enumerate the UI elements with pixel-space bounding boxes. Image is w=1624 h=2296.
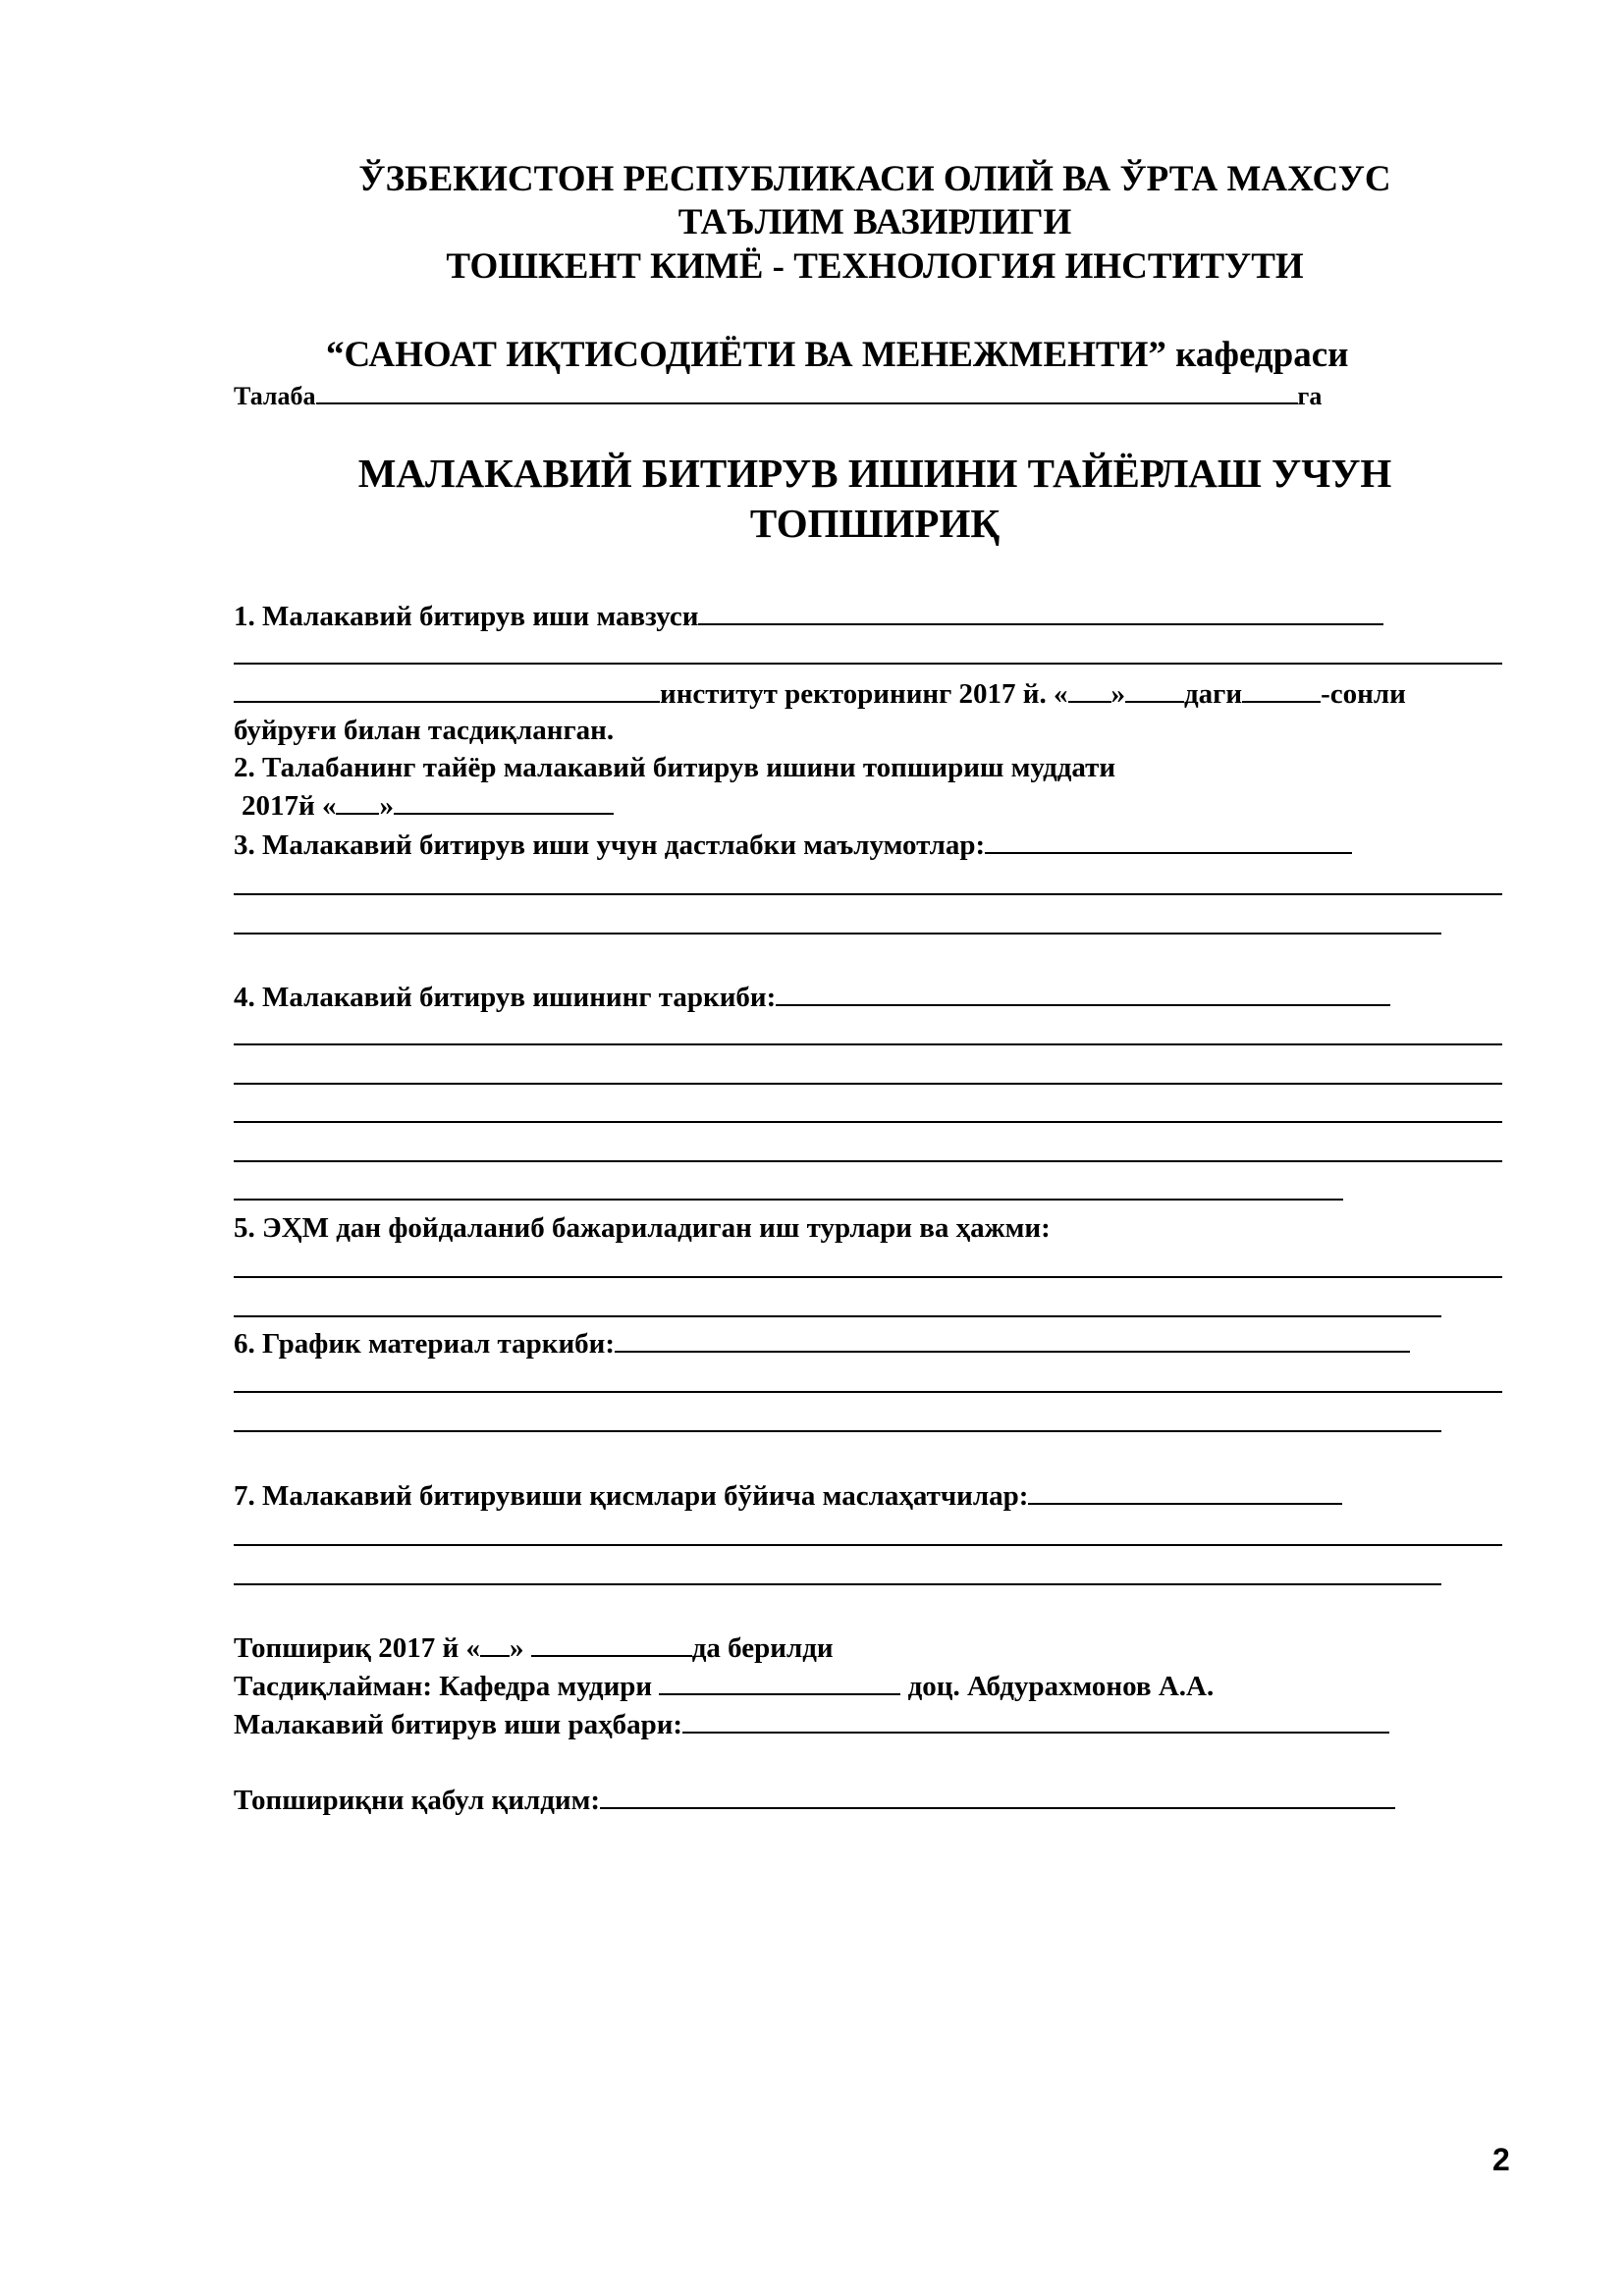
item1-order-day[interactable] [1068, 675, 1111, 703]
item4-field[interactable] [776, 979, 1390, 1006]
item6-field[interactable] [615, 1325, 1410, 1353]
item7-line3[interactable] [234, 1583, 1441, 1585]
item3-line3[interactable] [234, 933, 1441, 934]
item3-label: 3. Малакавий битирув иши учун дастлабки маълумотлар: [234, 829, 986, 861]
supervisor-label: Малакавий битирув иши раҳбари: [234, 1709, 683, 1740]
item3-line2[interactable] [234, 893, 1502, 895]
item6-line2[interactable] [234, 1391, 1502, 1393]
supervisor-row [234, 1706, 1389, 1742]
student-prefix: Талаба [234, 382, 316, 410]
item1-order-dagi: даги [1184, 678, 1243, 710]
item4-label: 4. Малакавий битирув ишининг таркиби: [234, 982, 777, 1013]
student-row [234, 377, 1322, 414]
item4-line2[interactable] [234, 1043, 1502, 1045]
document-title-line2: ТОПШИРИҚ [749, 501, 1001, 546]
item1-order-text: институт ректорининг 2017 й. « [660, 678, 1068, 710]
item1-row [234, 598, 1383, 634]
item7-label: 7. Малакавий битирувиши қисмлари бўйича маслаҳатчилар: [234, 1480, 1029, 1512]
item1-order-number[interactable] [1242, 675, 1321, 703]
student-name-field[interactable] [316, 377, 1298, 404]
department-name: “САНОАТ ИҚТИСОДИЁТИ ВА МЕНЕЖМЕНТИ” кафедраси [326, 335, 1349, 375]
item4-row [234, 979, 1390, 1015]
item1-topic-field[interactable] [698, 598, 1383, 625]
institute-name: ТОШКЕНТ КИМЁ - ТЕХНОЛОГИЯ ИНСТИТУТИ [446, 246, 1304, 287]
supervisor-field[interactable] [682, 1706, 1389, 1734]
item7-row [234, 1477, 1342, 1514]
student-suffix: га [1297, 382, 1323, 410]
approve-signature-field[interactable] [659, 1668, 900, 1695]
given-mid: » [509, 1632, 524, 1664]
item5-line1[interactable] [234, 1276, 1502, 1278]
given-suffix: да берилди [691, 1632, 834, 1664]
item1-approved: буйруғи билан тасдиқланган. [234, 715, 615, 746]
given-day[interactable] [480, 1629, 510, 1657]
page-number: 2 [1492, 2142, 1510, 2177]
item5-label: 5. ЭҲМ дан фойдаланиб бажариладиган иш турлари ва ҳажми: [234, 1212, 1051, 1244]
item1-order-row [234, 675, 1406, 712]
accepted-field[interactable] [600, 1782, 1395, 1809]
item4-line4[interactable] [234, 1121, 1502, 1123]
item1-order-month[interactable] [1125, 675, 1184, 703]
item6-line3[interactable] [234, 1430, 1441, 1432]
item1-blank-a[interactable] [234, 675, 544, 703]
ministry-name-line2: ТАЪЛИМ ВАЗИРЛИГИ [677, 202, 1072, 242]
item5-line2[interactable] [234, 1315, 1441, 1317]
item7-field[interactable] [1028, 1477, 1342, 1505]
item3-field[interactable] [985, 827, 1352, 854]
item1-label: 1. Малакавий битирув иши мавзуси [234, 601, 699, 632]
item2-date-row [242, 787, 614, 824]
item1-order-mid: » [1110, 678, 1126, 710]
accepted-row [234, 1782, 1395, 1818]
item3-row [234, 827, 1352, 863]
item2-date-prefix: 2017й « [242, 790, 337, 822]
item4-line5[interactable] [234, 1160, 1502, 1162]
item1-topic-line2[interactable] [234, 663, 1502, 665]
item6-label: 6. График материал таркиби: [234, 1328, 616, 1360]
given-month[interactable] [531, 1629, 692, 1657]
item2-date-mid: » [379, 790, 394, 822]
given-prefix: Топшириқ 2017 й « [234, 1632, 480, 1664]
item2-date-day[interactable] [336, 787, 379, 815]
item7-line2[interactable] [234, 1544, 1502, 1546]
approve-row [234, 1668, 1214, 1704]
item1-blank-b[interactable] [544, 675, 660, 703]
item2-label: 2. Талабанинг тайёр малакавий битирув ишини топшириш муддати [234, 752, 1116, 783]
approve-label: Тасдиқлайман: Кафедра мудири [234, 1671, 653, 1702]
ministry-name-line1: ЎЗБЕКИСТОН РЕСПУБЛИКАСИ ОЛИЙ ВА ЎРТА МАХСУС [358, 159, 1391, 199]
item1-order-sonli: -сонли [1321, 678, 1406, 710]
accepted-label: Топшириқни қабул қилдим: [234, 1785, 601, 1816]
item4-line3[interactable] [234, 1083, 1502, 1085]
approve-name: доц. Абдурахмонов А.А. [907, 1671, 1215, 1702]
item6-row [234, 1325, 1410, 1362]
given-row [234, 1629, 834, 1666]
item4-line6[interactable] [234, 1199, 1343, 1201]
document-title-line1: МАЛАКАВИЙ БИТИРУВ ИШИНИ ТАЙЁРЛАШ УЧУН [357, 451, 1392, 496]
item2-date-month[interactable] [394, 787, 614, 815]
